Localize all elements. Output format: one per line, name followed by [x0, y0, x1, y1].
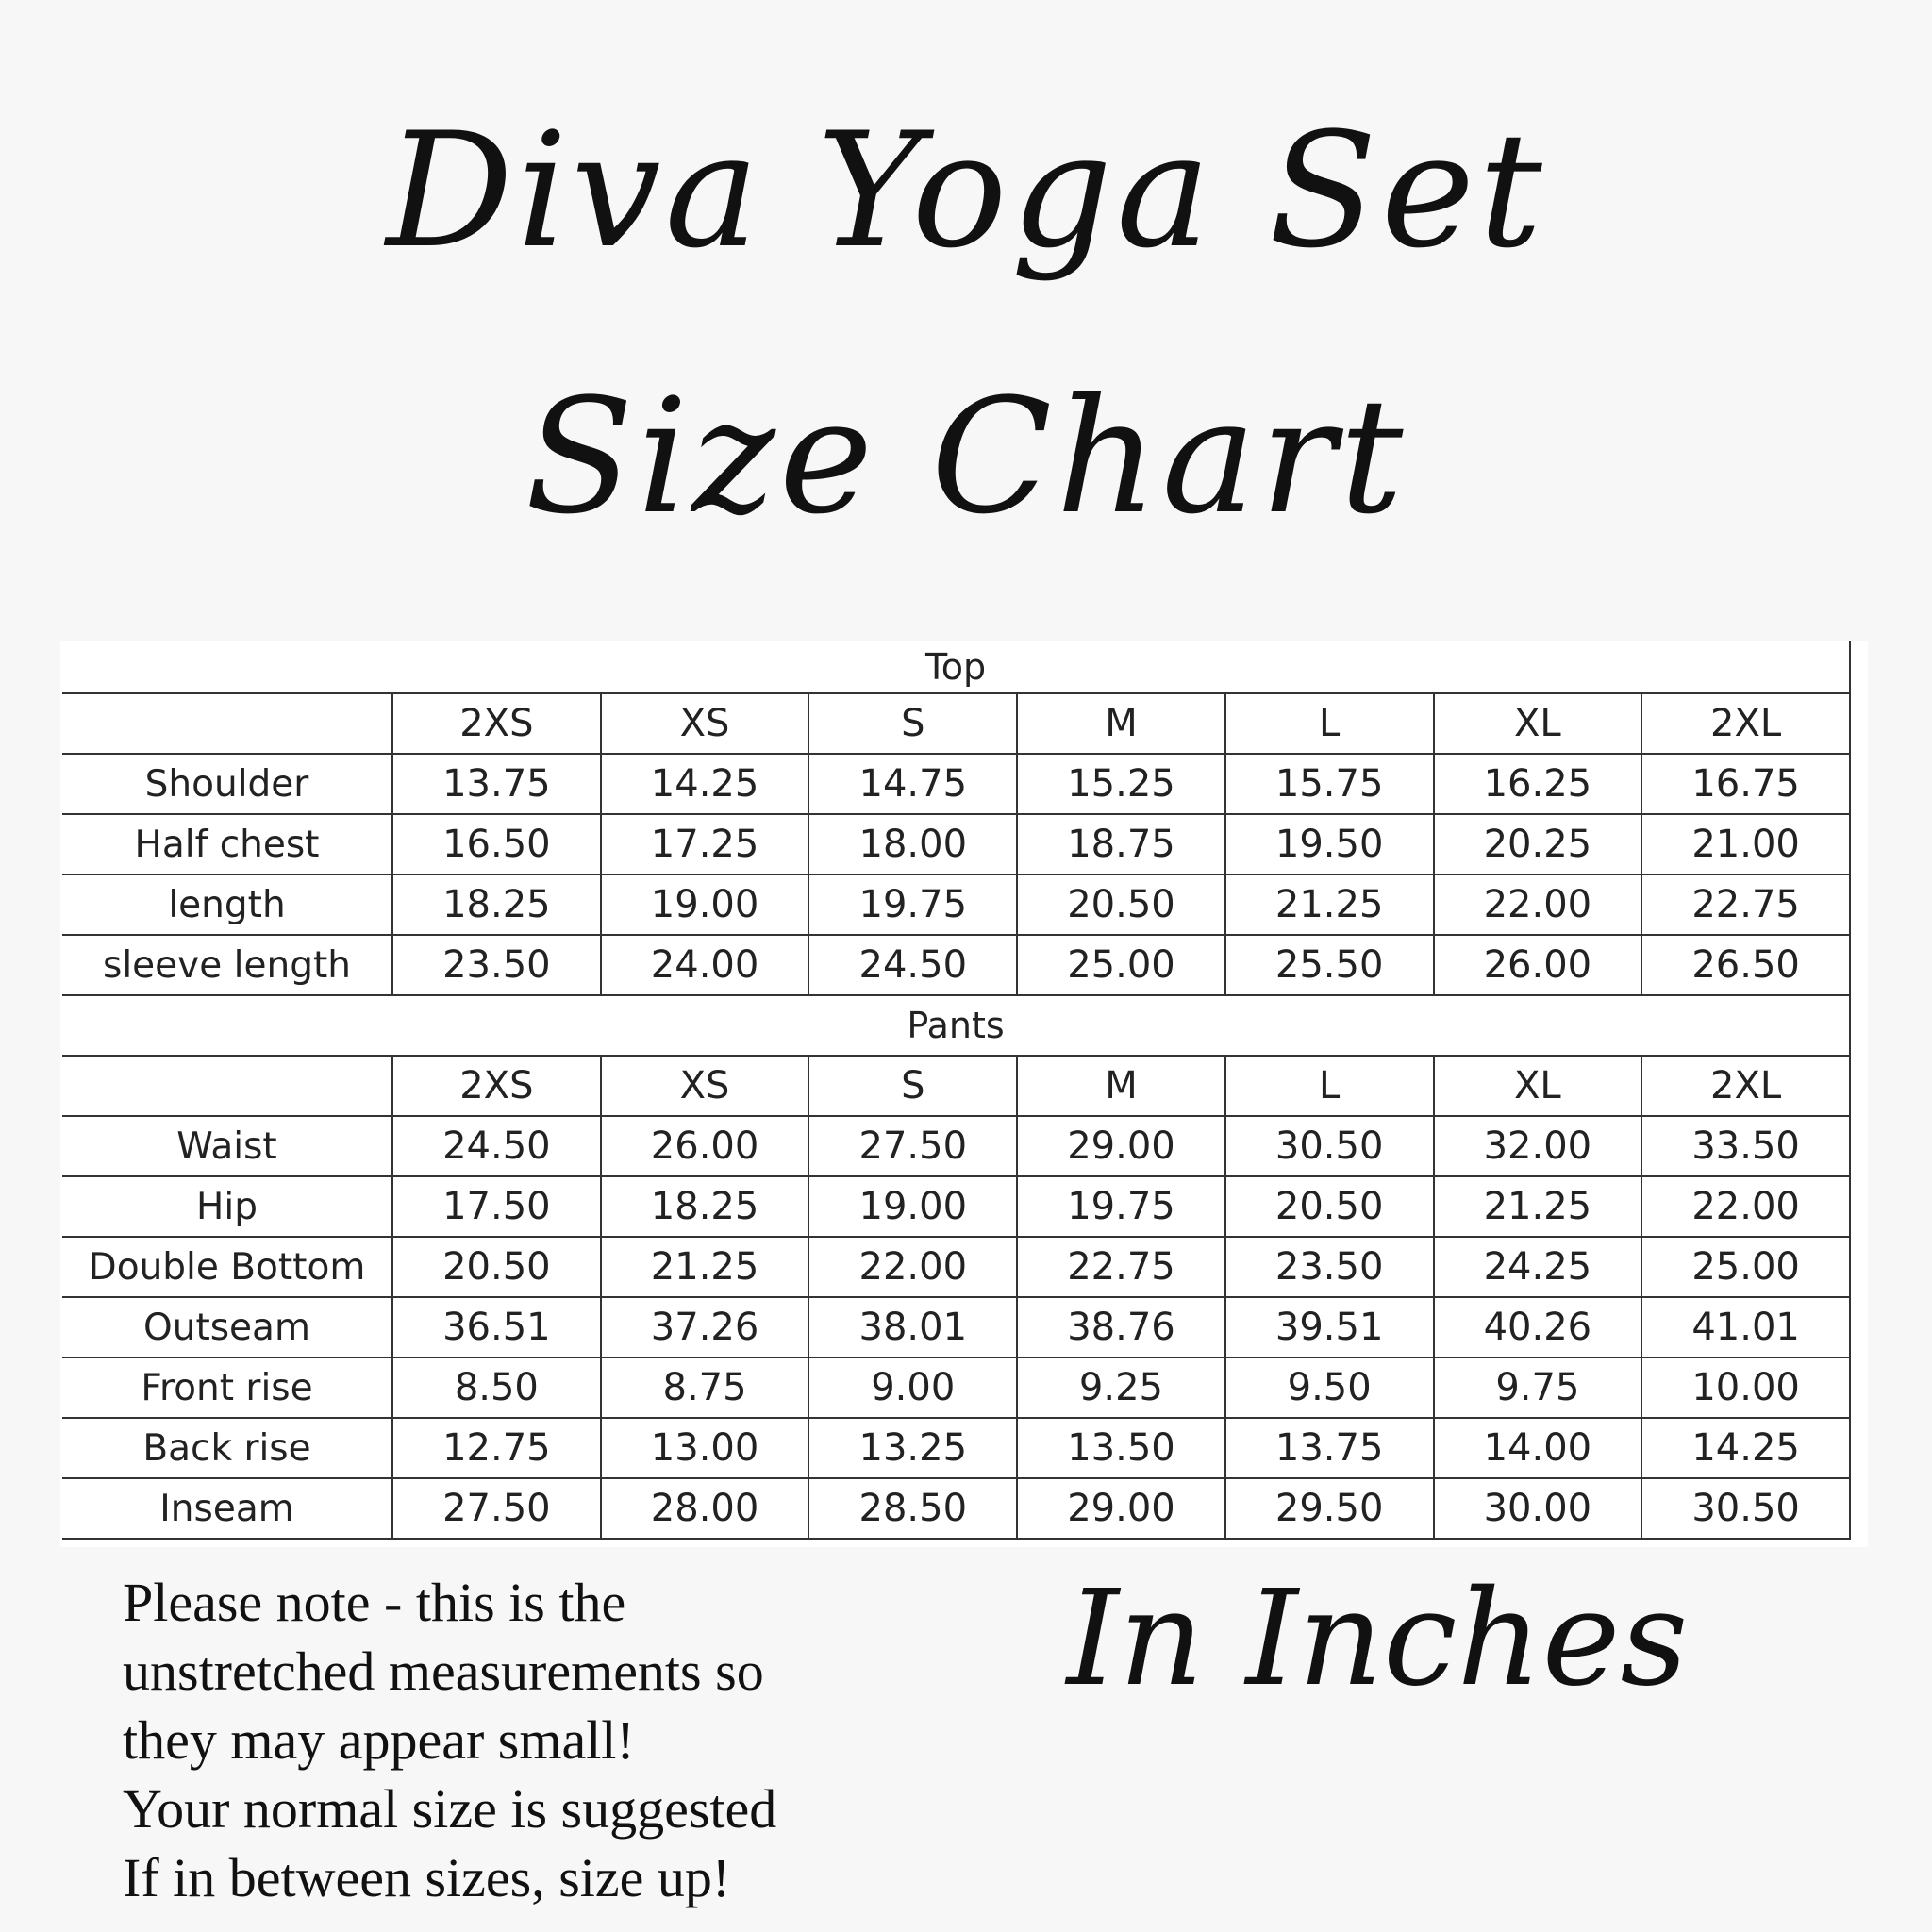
measurement-cell: 9.50 — [1225, 1357, 1434, 1418]
measurement-cell: 30.50 — [1225, 1116, 1434, 1176]
measurement-cell: 15.75 — [1225, 754, 1434, 814]
size-header-cell: M — [1017, 1056, 1225, 1116]
measurement-cell: 16.50 — [392, 814, 601, 874]
measurement-cell: 14.75 — [808, 754, 1017, 814]
measurement-cell: 26.00 — [1434, 935, 1642, 995]
size-header-cell: M — [1017, 693, 1225, 754]
measurement-cell: 8.75 — [601, 1357, 809, 1418]
row-label: Half chest — [62, 814, 392, 874]
measurement-cell: 17.25 — [601, 814, 809, 874]
measurement-cell: 33.50 — [1641, 1116, 1850, 1176]
note-line: If in between sizes, size up! — [123, 1847, 731, 1908]
measurement-cell: 36.51 — [392, 1297, 601, 1357]
size-chart-table — [62, 641, 1851, 1540]
table-row — [62, 814, 1850, 874]
measurement-cell: 22.75 — [1017, 1237, 1225, 1297]
measurement-cell: 14.00 — [1434, 1418, 1642, 1478]
measurement-cell: 15.25 — [1017, 754, 1225, 814]
row-label: Shoulder — [62, 754, 392, 814]
size-header-cell: XS — [601, 693, 809, 754]
measurement-cell: 20.50 — [392, 1237, 601, 1297]
measurement-cell: 21.25 — [1434, 1176, 1642, 1237]
row-label: Waist — [62, 1116, 392, 1176]
measurement-cell: 13.75 — [1225, 1418, 1434, 1478]
measurement-cell: 19.75 — [808, 874, 1017, 935]
measurement-cell: 18.25 — [392, 874, 601, 935]
measurement-cell: 27.50 — [808, 1116, 1017, 1176]
measurement-cell: 39.51 — [1225, 1297, 1434, 1357]
measurement-cell: 13.25 — [808, 1418, 1017, 1478]
measurement-cell: 10.00 — [1641, 1357, 1850, 1418]
measurement-cell: 13.00 — [601, 1418, 809, 1478]
measurement-cell: 9.00 — [808, 1357, 1017, 1418]
size-header-cell: XL — [1434, 1056, 1642, 1116]
measurement-cell: 19.00 — [808, 1176, 1017, 1237]
top-section-heading: Top — [62, 641, 1850, 693]
measurement-cell: 16.25 — [1434, 754, 1642, 814]
table-row — [62, 1237, 1850, 1297]
size-header-cell: L — [1225, 693, 1434, 754]
note-line: Please note - this is the — [123, 1572, 626, 1633]
title-line-2: Size Chart — [525, 364, 1407, 549]
measurement-cell: 30.50 — [1641, 1478, 1850, 1539]
measurement-cell: 21.25 — [601, 1237, 809, 1297]
table-row — [62, 935, 1850, 995]
measurement-cell: 23.50 — [1225, 1237, 1434, 1297]
measurement-cell: 18.00 — [808, 814, 1017, 874]
measurement-cell: 13.75 — [392, 754, 601, 814]
measurement-cell: 20.50 — [1225, 1176, 1434, 1237]
measurement-cell: 22.00 — [1434, 874, 1642, 935]
size-header-cell: S — [808, 1056, 1017, 1116]
measurement-cell: 22.75 — [1641, 874, 1850, 935]
size-header-cell: 2XS — [392, 1056, 601, 1116]
measurement-cell: 13.50 — [1017, 1418, 1225, 1478]
measurement-cell: 8.50 — [392, 1357, 601, 1418]
note-line: Your normal size is suggested — [123, 1778, 777, 1840]
measurement-cell: 19.00 — [601, 874, 809, 935]
row-label: Inseam — [62, 1478, 392, 1539]
size-header-cell: 2XL — [1641, 693, 1850, 754]
measurement-cell: 29.50 — [1225, 1478, 1434, 1539]
measurement-cell: 22.00 — [808, 1237, 1017, 1297]
pants-section-heading: Pants — [62, 995, 1850, 1056]
table-row — [62, 1478, 1850, 1539]
measurement-cell: 21.00 — [1641, 814, 1850, 874]
measurement-cell: 25.00 — [1017, 935, 1225, 995]
sizing-note — [123, 1568, 896, 1912]
measurement-cell: 29.00 — [1017, 1116, 1225, 1176]
table-row — [62, 1297, 1850, 1357]
measurement-cell: 14.25 — [601, 754, 809, 814]
row-label: Outseam — [62, 1297, 392, 1357]
measurement-cell: 29.00 — [1017, 1478, 1225, 1539]
table-row — [62, 1357, 1850, 1418]
measurement-cell: 19.75 — [1017, 1176, 1225, 1237]
measurement-cell: 17.50 — [392, 1176, 601, 1237]
size-header-cell: S — [808, 693, 1017, 754]
measurement-cell: 12.75 — [392, 1418, 601, 1478]
measurement-cell: 28.00 — [601, 1478, 809, 1539]
size-header-cell: XS — [601, 1056, 809, 1116]
size-header-cell: L — [1225, 1056, 1434, 1116]
top-section-row — [62, 641, 1850, 693]
table-row — [62, 1418, 1850, 1478]
measurement-cell: 9.25 — [1017, 1357, 1225, 1418]
measurement-cell: 26.00 — [601, 1116, 809, 1176]
row-label: length — [62, 874, 392, 935]
measurement-cell: 27.50 — [392, 1478, 601, 1539]
table-row — [62, 1116, 1850, 1176]
row-label: Double Bottom — [62, 1237, 392, 1297]
measurement-cell: 20.50 — [1017, 874, 1225, 935]
measurement-cell: 40.26 — [1434, 1297, 1642, 1357]
row-label: sleeve length — [62, 935, 392, 995]
title-line-1: Diva Yoga Set — [386, 98, 1546, 283]
table-row — [62, 1176, 1850, 1237]
measurement-cell: 20.25 — [1434, 814, 1642, 874]
table-row — [62, 754, 1850, 814]
pants-size-header-row — [62, 1056, 1850, 1116]
measurement-cell: 9.75 — [1434, 1357, 1642, 1418]
measurement-cell: 28.50 — [808, 1478, 1017, 1539]
measurement-cell: 24.50 — [392, 1116, 601, 1176]
row-label: Back rise — [62, 1418, 392, 1478]
units-label: In Inches — [1066, 1562, 1689, 1716]
measurement-cell: 24.50 — [808, 935, 1017, 995]
row-label: Hip — [62, 1176, 392, 1237]
measurement-cell: 24.25 — [1434, 1237, 1642, 1297]
size-chart — [60, 641, 1868, 1547]
measurement-cell: 24.00 — [601, 935, 809, 995]
table-row — [62, 874, 1850, 935]
measurement-cell: 14.25 — [1641, 1418, 1850, 1478]
pants-section-row — [62, 995, 1850, 1056]
note-line: unstretched measurements so — [123, 1641, 764, 1702]
empty-corner-cell — [62, 693, 392, 754]
measurement-cell: 16.75 — [1641, 754, 1850, 814]
measurement-cell: 25.50 — [1225, 935, 1434, 995]
measurement-cell: 38.76 — [1017, 1297, 1225, 1357]
measurement-cell: 19.50 — [1225, 814, 1434, 874]
size-header-cell: 2XS — [392, 693, 601, 754]
measurement-cell: 22.00 — [1641, 1176, 1850, 1237]
measurement-cell: 37.26 — [601, 1297, 809, 1357]
note-line: they may appear small! — [123, 1709, 635, 1771]
measurement-cell: 38.01 — [808, 1297, 1017, 1357]
empty-corner-cell — [62, 1056, 392, 1116]
measurement-cell: 26.50 — [1641, 935, 1850, 995]
measurement-cell: 41.01 — [1641, 1297, 1850, 1357]
measurement-cell: 18.75 — [1017, 814, 1225, 874]
size-header-cell: 2XL — [1641, 1056, 1850, 1116]
measurement-cell: 32.00 — [1434, 1116, 1642, 1176]
top-size-header-row — [62, 693, 1850, 754]
measurement-cell: 18.25 — [601, 1176, 809, 1237]
measurement-cell: 30.00 — [1434, 1478, 1642, 1539]
size-header-cell: XL — [1434, 693, 1642, 754]
measurement-cell: 25.00 — [1641, 1237, 1850, 1297]
measurement-cell: 23.50 — [392, 935, 601, 995]
measurement-cell: 21.25 — [1225, 874, 1434, 935]
row-label: Front rise — [62, 1357, 392, 1418]
